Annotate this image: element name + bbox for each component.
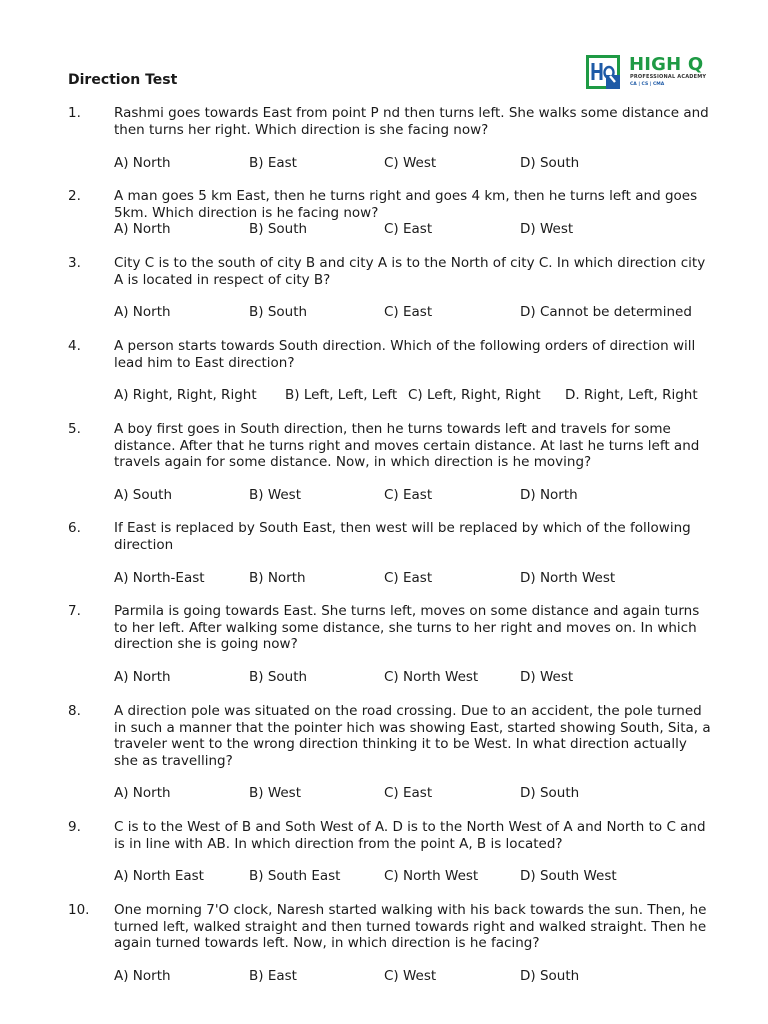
- question-text: C is to the West of B and Soth West of A. D is to the North West of A and North to C and is in line with AB. In which direction from the point A, B is located?: [114, 819, 706, 852]
- options-9: [0, 868, 768, 886]
- option-a: A) North East: [114, 868, 204, 884]
- question-text: Parmila is going towards East. She turns left, moves on some distance and again turns to her left. After walking some distance, she turns to her right and moves on. In which direction she is going now?: [114, 603, 700, 653]
- option-d: D) South: [520, 968, 580, 984]
- question-number: 2.: [68, 188, 81, 204]
- option-a: A) North: [114, 221, 171, 237]
- option-d: D. Right, Left, Right: [565, 387, 698, 403]
- option-c: C) North West: [384, 669, 479, 685]
- option-b: B) South: [249, 304, 308, 320]
- question-number: 3.: [68, 255, 81, 271]
- options-4: [0, 387, 768, 405]
- question-text: A direction pole was situated on the road crossing. Due to an accident, the pole turned in such a manner that the pointer hich was showing East, started showing South, Sita, a traveler went to the wrong direction thinking it to be West. In what direction actually she as travelling?: [114, 703, 711, 769]
- option-d: D) South: [520, 155, 580, 171]
- option-a: A) North-East: [114, 570, 205, 586]
- brand-tagline: CA | CS | CMA: [630, 82, 665, 87]
- option-a: A) North: [114, 785, 171, 801]
- options-5: [0, 487, 768, 505]
- options-3: [0, 304, 768, 322]
- brand-name: HIGH Q: [629, 54, 704, 75]
- brand-logo: [586, 55, 716, 91]
- options-8: [0, 785, 768, 803]
- options-2: [0, 221, 768, 239]
- question-number: 4.: [68, 338, 81, 354]
- question-number: 10.: [68, 902, 90, 918]
- option-b: B) South: [249, 669, 308, 685]
- option-b: B) East: [249, 968, 297, 984]
- options-7: [0, 669, 768, 687]
- option-b: B) Left, Left, Left: [285, 387, 398, 403]
- option-d: D) South West: [520, 868, 617, 884]
- option-d: D) North West: [520, 570, 616, 586]
- option-c: C) East: [384, 570, 433, 586]
- option-c: C) East: [384, 304, 433, 320]
- option-d: D) South: [520, 785, 580, 801]
- option-a: A) South: [114, 487, 173, 503]
- options-1: [0, 155, 768, 173]
- option-a: A) North: [114, 669, 171, 685]
- option-c: C) Left, Right, Right: [408, 387, 541, 403]
- question-text: Rashmi goes towards East from point P nd then turns left. She walks some distance and then turns her right. Which direction is she facing now?: [114, 105, 709, 138]
- option-c: C) West: [384, 155, 437, 171]
- option-c: C) East: [384, 487, 433, 503]
- page-title: Direction Test: [68, 72, 178, 88]
- option-c: C) East: [384, 221, 433, 237]
- option-b: B) North: [249, 570, 306, 586]
- question-number: 6.: [68, 520, 81, 536]
- option-b: B) West: [249, 487, 302, 503]
- option-a: A) North: [114, 968, 171, 984]
- option-c: C) North West: [384, 868, 479, 884]
- option-a: A) North: [114, 155, 171, 171]
- question-number: 7.: [68, 603, 81, 619]
- option-b: B) West: [249, 785, 302, 801]
- question-text: One morning 7'O clock, Naresh started walking with his back towards the sun. Then, he turned left, walked straight and then turned towards right and walked straight. Then he again turned towards left. Now, in which direction is he facing?: [114, 902, 707, 952]
- options-10: [0, 968, 768, 986]
- option-d: D) West: [520, 669, 574, 685]
- question-number: 9.: [68, 819, 81, 835]
- question-text: A man goes 5 km East, then he turns right and goes 4 km, then he turns left and goes 5km. Which direction is he facing now?: [114, 188, 698, 221]
- question-number: 8.: [68, 703, 81, 719]
- question-text: If East is replaced by South East, then west will be replaced by which of the following direction: [114, 520, 691, 553]
- options-6: [0, 570, 768, 588]
- option-d: D) Cannot be determined: [520, 304, 692, 320]
- option-a: A) North: [114, 304, 171, 320]
- brand-subtitle: PROFESSIONAL ACADEMY: [630, 74, 707, 80]
- question-number: 1.: [68, 105, 81, 121]
- question-text: A person starts towards South direction. Which of the following orders of direction will lead him to East direction?: [114, 338, 696, 371]
- option-b: B) East: [249, 155, 297, 171]
- option-c: C) East: [384, 785, 433, 801]
- question-text: A boy first goes in South direction, then he turns towards left and travels for some distance. After that he turns right and moves certain distance. At last he turns left and travels again for some distance. Now, in which direction is he moving?: [114, 421, 700, 471]
- option-d: D) North: [520, 487, 578, 503]
- question-text: City C is to the south of city B and city A is to the North of city C. In which direction city A is located in respect of city B?: [114, 255, 706, 288]
- option-b: B) South: [249, 221, 308, 237]
- option-b: B) South East: [249, 868, 341, 884]
- option-d: D) West: [520, 221, 574, 237]
- option-a: A) Right, Right, Right: [114, 387, 257, 403]
- logo-mark-icon: [586, 55, 620, 89]
- question-number: 5.: [68, 421, 81, 437]
- option-c: C) West: [384, 968, 437, 984]
